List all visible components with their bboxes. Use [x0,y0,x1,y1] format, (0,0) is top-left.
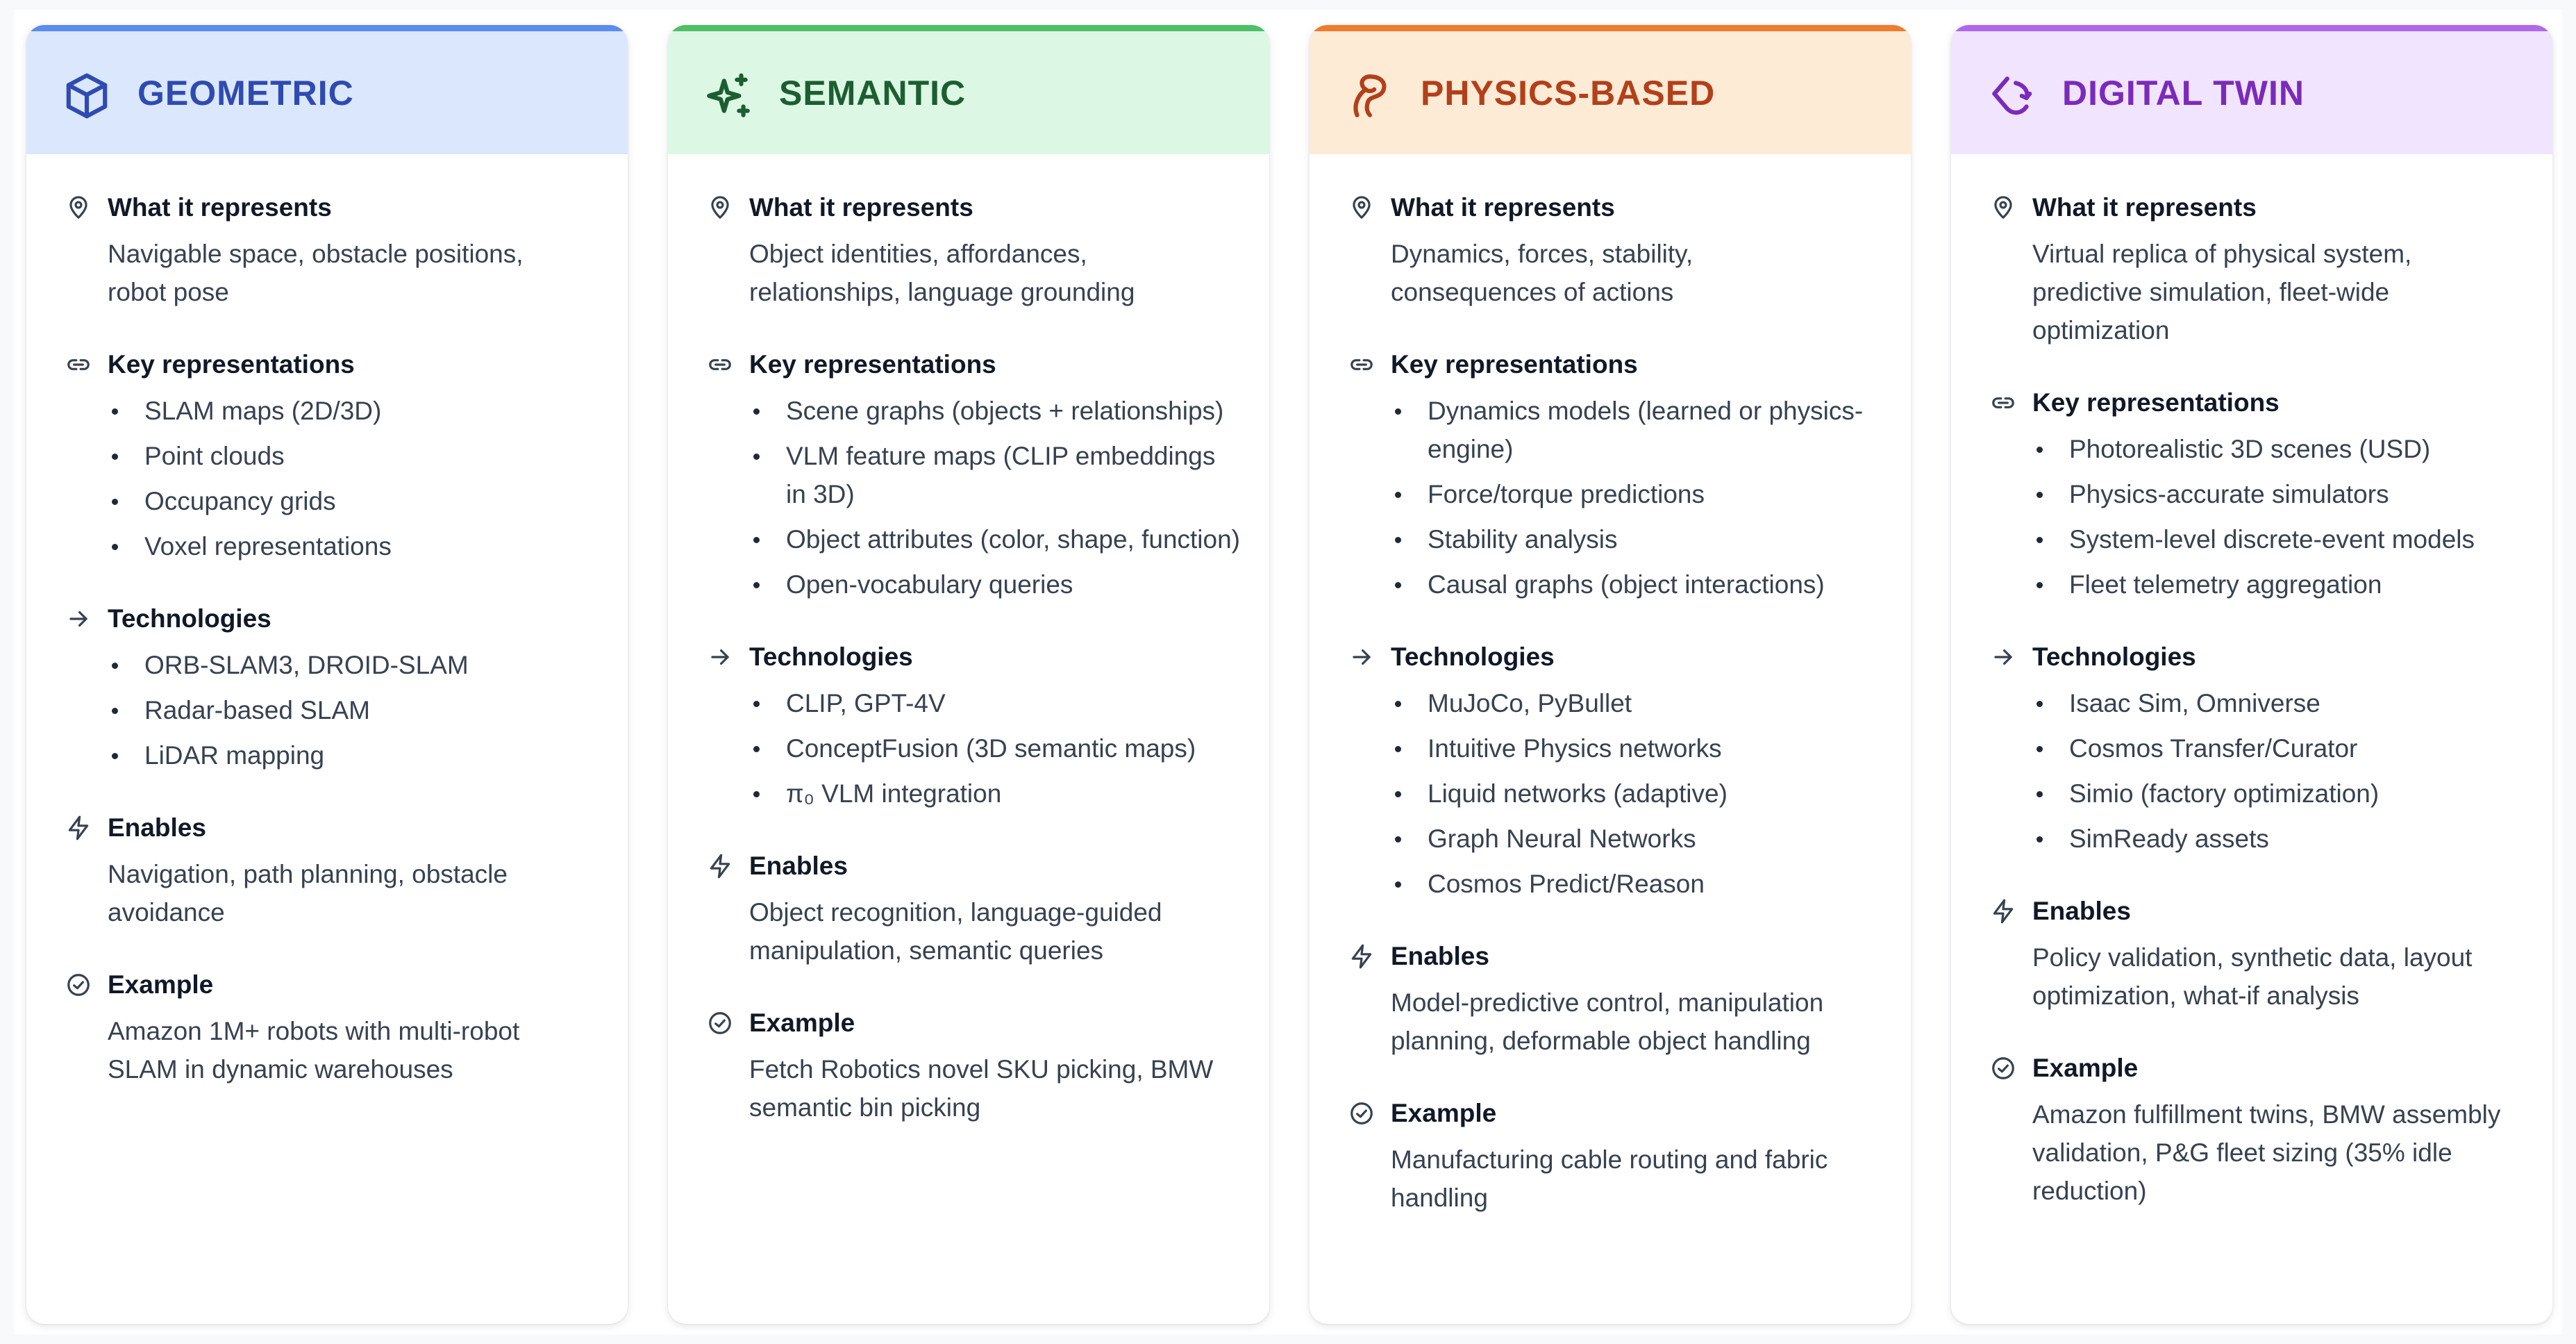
represents-text: Object identities, affordances, relationships, language grounding [749,240,1135,306]
list-item: Dynamics models (learned or physics-engine) [1391,392,1883,468]
card-geometric [26,25,628,1324]
section-label: Example [2032,1054,2139,1082]
list-item: Fleet telemetry aggregation [2032,565,2525,604]
section-label: What it represents [749,193,973,222]
check-circle-icon [1989,1054,2017,1082]
list-item: Isaac Sim, Omniverse [2032,684,2525,722]
section-label: Technologies [1391,642,1555,671]
card-physics [1310,25,1911,1324]
key-representations-list [1348,392,1883,604]
list-item: π₀ VLM integration [749,774,1241,813]
list-item: Liquid networks (adaptive) [1391,774,1883,813]
section-represents [1989,190,2525,349]
list-item: Intuitive Physics networks [1391,729,1883,768]
section-example [1989,1051,2525,1210]
section-label: What it represents [108,193,332,222]
example-text: Manufacturing cable routing and fabric handling [1391,1145,1828,1212]
list-item: Open-vocabulary queries [749,565,1241,604]
list-item: LiDAR mapping [108,736,600,774]
map-pin-icon [706,194,734,222]
list-item: Stability analysis [1391,520,1883,558]
example-text: Fetch Robotics novel SKU picking, BMW semantic bin picking [749,1055,1214,1122]
section-technologies [1989,640,2525,858]
list-item: CLIP, GPT-4V [749,684,1241,722]
section-key-representations [1348,347,1883,604]
section-enables [1989,894,2525,1015]
section-label: Enables [2032,897,2131,925]
list-item: SLAM maps (2D/3D) [108,392,600,430]
section-label: Technologies [108,604,271,633]
example-text: Amazon 1M+ robots with multi-robot SLAM in dynamic warehouses [108,1017,520,1084]
physics-icon [1344,70,1396,122]
list-item: Cosmos Transfer/Curator [2032,729,2525,768]
arrow-right-icon [706,643,734,671]
section-represents [706,190,1241,311]
enables-text: Model-predictive control, manipulation planning, deformable object handling [1391,988,1824,1055]
section-label: Example [749,1009,855,1037]
key-representations-list [1989,430,2525,604]
map-pin-icon [1989,194,2017,222]
section-label: Key representations [749,350,996,379]
key-representations-list [706,392,1241,604]
section-label: Example [108,970,214,999]
list-item: Physics-accurate simulators [2032,475,2525,513]
list-item: System-level discrete-event models [2032,520,2525,558]
section-label: Key representations [108,350,355,379]
card-title: GEOMETRIC [137,73,354,113]
list-item: Force/torque predictions [1391,475,1883,513]
technologies-list [1989,684,2525,858]
list-item: ConceptFusion (3D semantic maps) [749,729,1241,768]
section-example [65,968,600,1088]
example-text: Amazon fulfillment twins, BMW assembly validation, P&G fleet sizing (35% idle reduction) [2032,1100,2501,1205]
check-circle-icon [1348,1100,1375,1127]
section-label: Key representations [2032,388,2280,417]
section-label: Key representations [1391,350,1638,379]
represents-text: Virtual replica of physical system, predictive simulation, fleet-wide optimization [2032,240,2412,345]
lightning-icon [706,852,734,880]
link-icon [706,351,734,379]
section-key-representations [1989,385,2525,604]
technologies-list [1348,684,1883,903]
list-item: Object attributes (color, shape, function) [749,520,1241,558]
lightning-icon [1348,943,1375,970]
card-digital-twin [1951,25,2552,1324]
technologies-list [706,684,1241,813]
card-body [668,154,1269,1324]
card-title: SEMANTIC [779,73,967,113]
section-enables [706,849,1241,970]
map-pin-icon [1348,194,1375,222]
list-item: SimReady assets [2032,820,2525,858]
arrow-right-icon [1989,643,2017,671]
arrow-right-icon [1348,643,1375,671]
section-technologies [706,640,1241,813]
list-item: Scene graphs (objects + relationships) [749,392,1241,430]
section-label: What it represents [2032,193,2257,222]
cube-icon [61,70,112,122]
list-item: ORB-SLAM3, DROID-SLAM [108,646,600,684]
card-semantic [668,25,1269,1324]
enables-text: Policy validation, synthetic data, layout optimization, what-if analysis [2032,943,2473,1010]
list-item: Voxel representations [108,527,600,565]
list-item: Graph Neural Networks [1391,820,1883,858]
list-item: MuJoCo, PyBullet [1391,684,1883,722]
enables-text: Object recognition, language-guided manipulation, semantic queries [749,898,1162,965]
key-representations-list [65,392,600,565]
card-body [26,154,628,1324]
list-item: Point clouds [108,437,600,475]
list-item: Causal graphs (object interactions) [1391,565,1883,604]
link-icon [1989,389,2017,417]
section-enables [65,811,600,931]
section-label: What it represents [1391,193,1615,222]
card-header-semantic [668,25,1269,154]
link-icon [1348,351,1375,379]
represents-text: Dynamics, forces, stability, consequences of actions [1391,240,1693,306]
section-key-representations [65,347,600,565]
technologies-list [65,646,600,774]
section-label: Enables [749,852,848,880]
card-title: PHYSICS-BASED [1421,73,1716,113]
section-technologies [65,602,600,774]
section-label: Enables [108,813,206,842]
card-header-digital-twin [1951,25,2552,154]
list-item: Cosmos Predict/Reason [1391,865,1883,903]
check-circle-icon [65,971,92,999]
lightning-icon [1989,897,2017,925]
section-enables [1348,939,1883,1060]
check-circle-icon [706,1009,734,1037]
section-technologies [1348,640,1883,903]
card-body [1310,154,1911,1324]
section-represents [65,190,600,311]
arrow-right-icon [65,605,92,633]
list-item: Radar-based SLAM [108,691,600,729]
section-label: Example [1391,1099,1497,1127]
section-label: Enables [1391,942,1489,970]
map-pin-icon [65,194,92,222]
section-key-representations [706,347,1241,604]
section-example [1348,1096,1883,1217]
sync-icon [1986,70,2037,122]
section-represents [1348,190,1883,311]
list-item: Simio (factory optimization) [2032,774,2525,813]
card-title: DIGITAL TWIN [2062,73,2305,113]
link-icon [65,351,92,379]
card-header-geometric [26,25,628,154]
enables-text: Navigation, path planning, obstacle avoidance [108,860,508,927]
section-example [706,1006,1241,1127]
card-header-physics [1310,25,1911,154]
page-canvas [14,10,2562,1334]
represents-text: Navigable space, obstacle positions, robot pose [108,240,524,306]
list-item: Occupancy grids [108,482,600,520]
sparkles-icon [703,70,754,122]
lightning-icon [65,814,92,842]
section-label: Technologies [2032,642,2196,671]
list-item: VLM feature maps (CLIP embeddings in 3D) [749,437,1241,513]
list-item: Photorealistic 3D scenes (USD) [2032,430,2525,468]
section-label: Technologies [749,642,913,671]
card-body [1951,154,2552,1324]
